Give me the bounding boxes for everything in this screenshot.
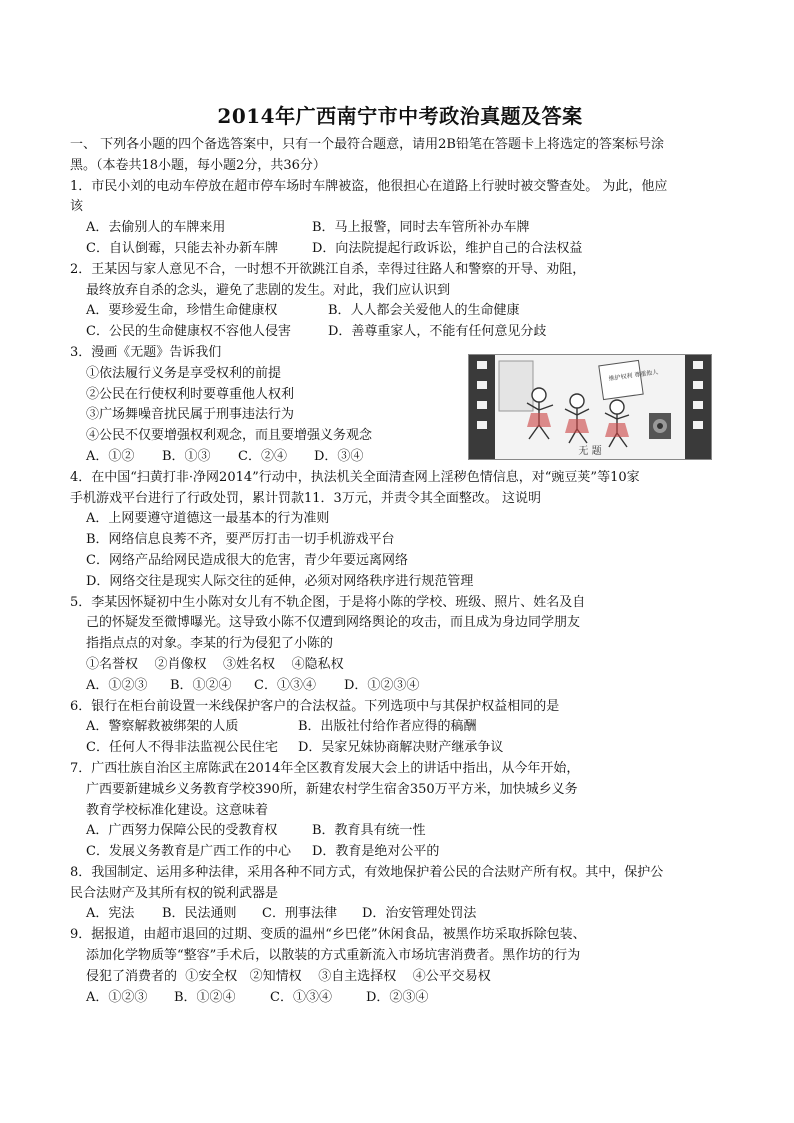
option-row [70, 239, 730, 260]
statement-items: ①名誉权 ②肖像权 ③姓名权 ④隐私权 [86, 656, 344, 672]
question-stem: 8．我国制定、运用多种法律，采用各种不同方式，有效地保护着公民的合法财产所有权。其中，保护公 [70, 864, 664, 880]
option-d: D．③④ [314, 448, 364, 464]
question-stem: 9．据报道，由超市退回的过期、变质的温州“乡巴佬”休闲食品，被黑作坊采取拆除包装、 [70, 927, 586, 943]
question-5 [70, 593, 730, 697]
option-b: B．人人都会关爱他人的生命健康 [328, 303, 520, 319]
question-stem: 民合法财产及其所有权的锐利武器是 [70, 885, 279, 901]
option-a: A．上网要遵守道德这一最基本的行为准则 [86, 511, 330, 527]
option-d: D．吴家兄妹协商解决财产继承争议 [298, 740, 504, 756]
option-row [70, 738, 730, 759]
statement-item: ④公民不仅要增强权利观念，而且要增强义务观念 [86, 428, 373, 444]
option-c: C．刑事法律 [262, 906, 337, 922]
option-row [70, 842, 730, 863]
option-b: B．网络信息良莠不齐，要严厉打击一切手机游戏平台 [86, 532, 395, 548]
option-a: A．①②③ [86, 989, 148, 1005]
question-stem: 2．王某因与家人意见不合，一时想不开欲跳江自杀，幸得过往路人和警察的开导、劝阻， [70, 261, 586, 277]
option-c: C．①③④ [254, 677, 316, 693]
option-b: B．出版社付给作者应得的稿酬 [298, 719, 477, 735]
sign-text: 维护权利 尊重他人 [608, 368, 659, 383]
option-row [70, 988, 730, 1009]
statement-item: ①依法履行义务是享受权利的前提 [86, 365, 282, 381]
option-c: C．任何人不得非法监视公民住宅 [86, 740, 278, 756]
question-stem: 7．广西壮族自治区主席陈武在2014年全区教育发展大会上的讲话中指出，从今年开始， [70, 760, 580, 776]
option-row [70, 821, 730, 842]
question-4 [70, 468, 730, 593]
section-instructions-line-1: 一、 下列各小题的四个备选答案中，只有一个最符合题意，请用2B铅笔在答题卡上将选定的答案标号涂 [70, 137, 664, 152]
option-d: D．善尊重家人，不能有任何意见分歧 [328, 324, 547, 340]
statement-item: ②公民在行使权利时要尊重他人权利 [86, 386, 295, 402]
option-c: C．公民的生命健康权不容他人侵害 [86, 324, 291, 340]
question-6 [70, 697, 730, 759]
option-c: C．发展义务教育是广西工作的中心 [86, 844, 291, 860]
question-7 [70, 759, 730, 863]
question-stem: 5．李某因怀疑初中生小陈对女儿有不轨企图，于是将小陈的学校、班级、照片、姓名及自 [70, 594, 586, 610]
section-instructions-line-2: 黑。（本卷共18小题，每小题2分，共36分） [70, 157, 326, 173]
option-d: D．①②③④ [344, 677, 420, 693]
question-2 [70, 260, 730, 343]
option-c: C．①③④ [270, 989, 332, 1005]
option-a: A．①②③ [86, 677, 148, 693]
option-row [70, 322, 730, 343]
option-b: B．①②④ [170, 677, 232, 693]
question-1 [70, 177, 730, 260]
question-stem: 最终放弃自杀的念头，避免了悲剧的发生。对此，我们应认识到 [86, 282, 451, 298]
option-b: B．马上报警，同时去车管所补办车牌 [312, 220, 530, 236]
option-a: A．①② [86, 448, 135, 464]
question-stem: 该 [70, 199, 84, 215]
question-stem: 4．在中国“扫黄打非·净网2014”行动中，执法机关全面清查网上淫秽色情信息，对“豌豆荚”等10家 [70, 469, 640, 485]
question-stem: 侵犯了消费者的 ①安全权 ②知情权 ③自主选择权 ④公平交易权 [86, 968, 491, 984]
question-stem: 6．银行在柜台前设置一米线保护客户的合法权益。下列选项中与其保护权益相同的是 [70, 698, 560, 714]
option-row [70, 904, 730, 925]
option-row [70, 218, 730, 239]
page-title: 2014年广西南宁市中考政治真题及答案 [217, 104, 583, 128]
cartoon-caption: 无 题 [578, 446, 602, 457]
option-a: A．警察解救被绑架的人质 [86, 719, 239, 735]
option-d: D．网络交往是现实人际交往的延伸，必须对网络秩序进行规范管理 [86, 573, 474, 589]
exam-page [70, 100, 730, 1008]
question-stem: 1．市民小刘的电动车停放在超市停车场时车牌被盗，他很担心在道路上行驶时被交警查处。 为此，他应 [70, 178, 668, 194]
option-b: B．①③ [162, 448, 211, 464]
question-stem: 教育学校标准化建设。这意味着 [86, 802, 269, 818]
option-a: A．要珍爱生命，珍惜生命健康权 [86, 303, 278, 319]
option-row [70, 717, 730, 738]
option-a: A．宪法 [86, 906, 135, 922]
question-stem: 手机游戏平台进行了行政处罚，累计罚款11．3万元，并责令其全面整改。 这说明 [70, 490, 541, 506]
option-c: C．自认倒霉，只能去补办新车牌 [86, 240, 278, 256]
question-9 [70, 925, 730, 1008]
option-b: B．①②④ [174, 989, 236, 1005]
option-d: D．教育是绝对公平的 [312, 844, 440, 860]
option-a: A．广西努力保障公民的受教育权 [86, 823, 278, 839]
question-stem: 己的怀疑发至微博曝光。这导致小陈不仅遭到网络舆论的攻击，而且成为身边同学朋友 [86, 615, 581, 631]
option-c: C．网络产品给网民造成很大的危害，青少年要远离网络 [86, 552, 408, 568]
option-d: D．②③④ [366, 989, 429, 1005]
cartoon-illustration [468, 354, 712, 460]
question-8 [70, 863, 730, 925]
option-d: D．治安管理处罚法 [362, 906, 477, 922]
question-stem: 广西要新建城乡义务教育学校390所，新建农村学生宿舍350万平方米，加快城乡义务 [86, 781, 578, 797]
option-row [70, 676, 730, 697]
question-stem: 添加化学物质等“整容”手术后，以散装的方式重新流入市场坑害消费者。黑作坊的行为 [86, 948, 581, 964]
question-stem: 3．漫画《无题》告诉我们 [70, 344, 222, 360]
option-c: C．②④ [238, 448, 287, 464]
option-b: B．民法通则 [162, 906, 237, 922]
option-b: B．教育具有统一性 [312, 823, 426, 839]
option-row [70, 301, 730, 322]
question-stem: 指指点点的对象。李某的行为侵犯了小陈的 [86, 636, 334, 652]
option-d: D．向法院提起行政诉讼，维护自己的合法权益 [312, 240, 583, 256]
option-a: A．去偷别人的车牌来用 [86, 220, 226, 236]
statement-item: ③广场舞噪音扰民属于刑事违法行为 [86, 407, 295, 423]
